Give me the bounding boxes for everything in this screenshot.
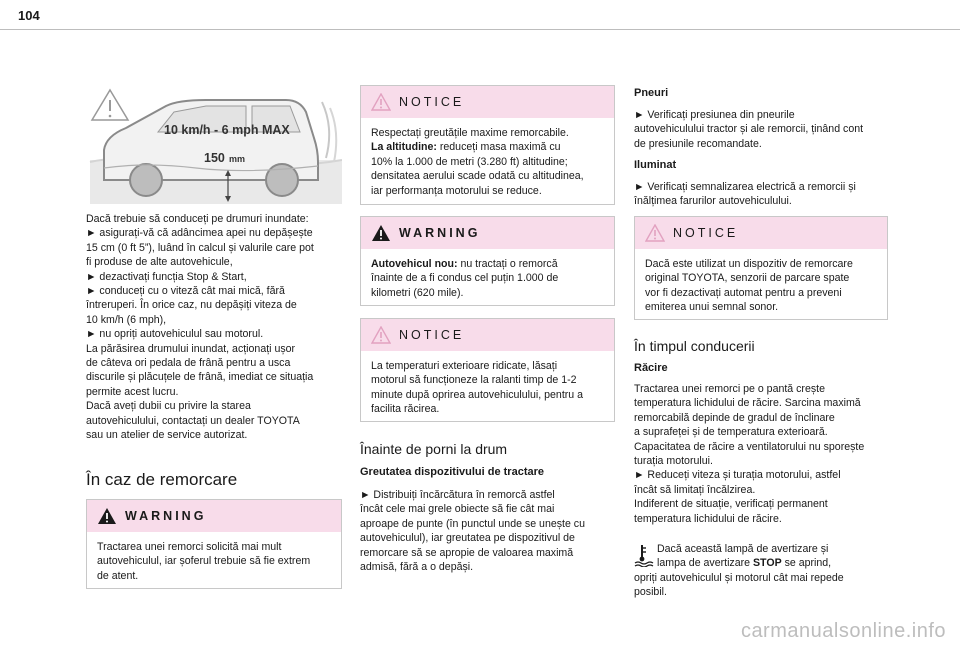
notice-body [361,351,614,425]
hitch-weight-text [360,488,622,574]
subsection-title-lighting: Iluminat [634,159,677,171]
text-line: opriți autovehiculul și motorul cât mai repede [634,572,844,584]
notice-title: NOTICE [399,328,465,342]
page-number: 104 [18,8,40,23]
text-line: Tractarea unei remorci pe o pantă crește [634,383,825,395]
text-line: Dacă este utilizat un dispozitiv de remorcare [645,258,853,270]
text-line: ► dezactivați funcția Stop & Start, [86,270,247,283]
text-line: autovehiculului tractor și ale remorcii, ținând cont [634,123,864,136]
text-line: ► Verificați semnalizarea electrică a remorcii și [634,181,856,193]
notice-header [635,217,887,249]
text-line: autovehiculul), iar greutatea pe dispozitivul de [360,532,575,545]
warning-header [87,500,341,532]
text-line: sau un atelier de service autorizat. [86,429,248,442]
text-line: ► Reduceți viteza și turația motorului, astfel [634,469,841,482]
text-line: Dacă aveți dubii cu privire la starea [86,400,251,413]
warning-title: WARNING [125,509,207,523]
text-line: vor fi dezactivați automat pentru a preveni [645,286,842,299]
bold-term: La altitudine: [371,141,437,154]
text-line: remorcabilă depinde de gradul de înclinare [634,411,835,424]
subsection-title-cooling: Răcire [634,362,668,374]
text-line: încât să limitați încălzirea. [634,483,756,496]
text-line: original TOYOTA, senzorii de parcare spate [645,272,850,285]
text-fragment: se aprind, [781,557,832,570]
text-line: încât cele mai grele obiecte să fie cât mai [360,503,555,516]
text-line: 10 km/h (6 mph), [86,313,167,326]
section-title-while-driving: În timpul conducerii [634,338,755,354]
warning-body [87,532,341,591]
notice-box-cooling [360,318,615,422]
text-line: 10% la 1.000 de metri (3.280 ft) altitudine; [371,155,568,168]
tyres-text [634,108,894,151]
text-line: autovehiculul, iar șoferul trebuie să fie extrem [97,555,311,568]
text-line: de presiunile recomandate. [634,137,762,150]
header-divider [0,29,960,30]
text-line: minute după oprirea autovehiculului, pentru a [371,388,584,401]
text-line: turația motorului. [634,455,713,468]
notice-box-parking-sensors [634,216,888,320]
text-line: motorul să funcționeze la ralanti timp de 1-2 [371,374,577,387]
watermark: carmanualsonline.info [740,620,946,642]
notice-header [361,86,614,118]
text-line [371,257,604,271]
text-line: densitatea aerului scade odată cu altitudinea, [371,170,584,183]
warning-header [361,217,614,249]
text-fragment: lampa de avertizare [657,557,753,570]
text-line: iar performanța motorului se reduce. [371,184,542,197]
notice-triangle-icon [645,224,665,242]
warning-body [361,249,614,308]
text-line: fi produse de alte autovehicule, [86,256,233,269]
text-line: La părăsirea drumului inundat, acționați ușor [86,342,296,355]
text-line: 15 cm (0 ft 5”), luând în calcul și valurile care pot [86,241,314,254]
text-line: înălțimea farurilor autovehiculului. [634,195,792,208]
text-fragment: reduceți masa maximă cu [436,141,561,154]
section-title-before-departure: Înainte de porni la drum [360,441,508,457]
depth-unit: mm [229,154,246,164]
cooling-text [634,382,896,526]
text-line: înainte de a fi condus cel puțin 1.000 de [371,272,559,285]
text-line: ► Distribuiți încărcătura în remorcă astfel [360,489,555,501]
coolant-temperature-icon [634,543,654,567]
text-line: Dacă trebuie să conduceți pe drumuri inundate: [86,213,309,225]
notice-header [361,319,614,351]
text-line: posibil. [634,586,667,599]
notice-triangle-icon [371,326,391,344]
text-line: La temperaturi exterioare ridicate, lăsați [371,360,558,372]
text-line: temperatura lichidului de răcire. [634,512,782,525]
text-line: ► asigurați-vă că adâncimea apei nu depășește [86,227,313,240]
depth-value: 150 [204,151,225,165]
text-line: facilita răcirea. [371,403,440,416]
notice-body [361,118,614,206]
text-line: întreruperi. În orice caz, nu depășiți viteza de [86,299,297,312]
warning-box-towing [86,499,342,589]
lighting-text [634,180,894,209]
text-fragment: nu tractați o remorcă [457,258,558,270]
text-line: Respectați greutățile maxime remorcabile. [371,127,569,139]
lamp-warning-text-b [634,571,896,600]
text-line: emiterea unui semnal sonor. [645,301,779,314]
lamp-warning-text-a [657,542,897,571]
subsection-title-hitch-weight: Greutatea dispozitivului de tractare [360,466,544,478]
warning-title: WARNING [399,226,481,240]
stop-term: STOP [752,557,782,570]
warning-triangle-icon [92,90,128,120]
text-line: ► conduceți cu o viteză cât mai mică, fără [86,285,285,298]
flood-driving-illustration [86,88,342,206]
notice-title: NOTICE [673,226,739,240]
section-title-towing: În caz de remorcare [86,470,238,489]
text-line: Tractarea unei remorci solicită mai mult [97,541,282,553]
text-line [657,556,897,570]
bold-term: Autovehicul nou: [371,258,458,270]
flood-instructions [86,212,346,443]
text-line: ► Verificați presiunea din pneurile [634,109,795,121]
text-line: Dacă această lampă de avertizare și [657,543,829,555]
text-line: temperatura lichidului de răcire. Sarcina maximă [634,397,861,410]
notice-triangle-icon [371,93,391,111]
text-line [371,140,604,154]
text-line: Indiferent de situație, verificați permanent [634,498,828,511]
notice-body [635,249,887,323]
warning-triangle-icon [97,507,117,525]
subsection-title-tyres: Pneuri [634,87,669,99]
text-line: de câteva ori pedala de frână pentru a usca [86,357,291,370]
text-line: Capacitatea de răcire a ventilatorului nu sporește [634,440,865,453]
warning-triangle-icon [371,224,391,242]
text-line: permite acest lucru. [86,385,179,398]
notice-box-weights [360,85,615,205]
text-line: admisă, fără a o depăși. [360,561,474,574]
text-line: discurile și plăcuțele de frână, imediat ce situația [86,371,314,384]
text-line: remorcare să se apropie de valoarea maximă [360,546,574,559]
text-line: autovehiculului, contactați un dealer TOYOTA [86,414,300,427]
text-line: kilometri (620 mile). [371,286,464,299]
text-line: a suprafeței și de temperatura exterioară. [634,426,828,439]
car-in-water-graphic [86,88,342,206]
warning-box-new-vehicle [360,216,615,306]
notice-title: NOTICE [399,95,465,109]
speed-limit-label: 10 km/h - 6 mph MAX [164,123,290,137]
text-line: de atent. [97,569,139,582]
text-line: ► nu opriți autovehiculul sau motorul. [86,328,264,341]
text-line: aproape de punte (în punctul unde se unește cu [360,517,585,530]
